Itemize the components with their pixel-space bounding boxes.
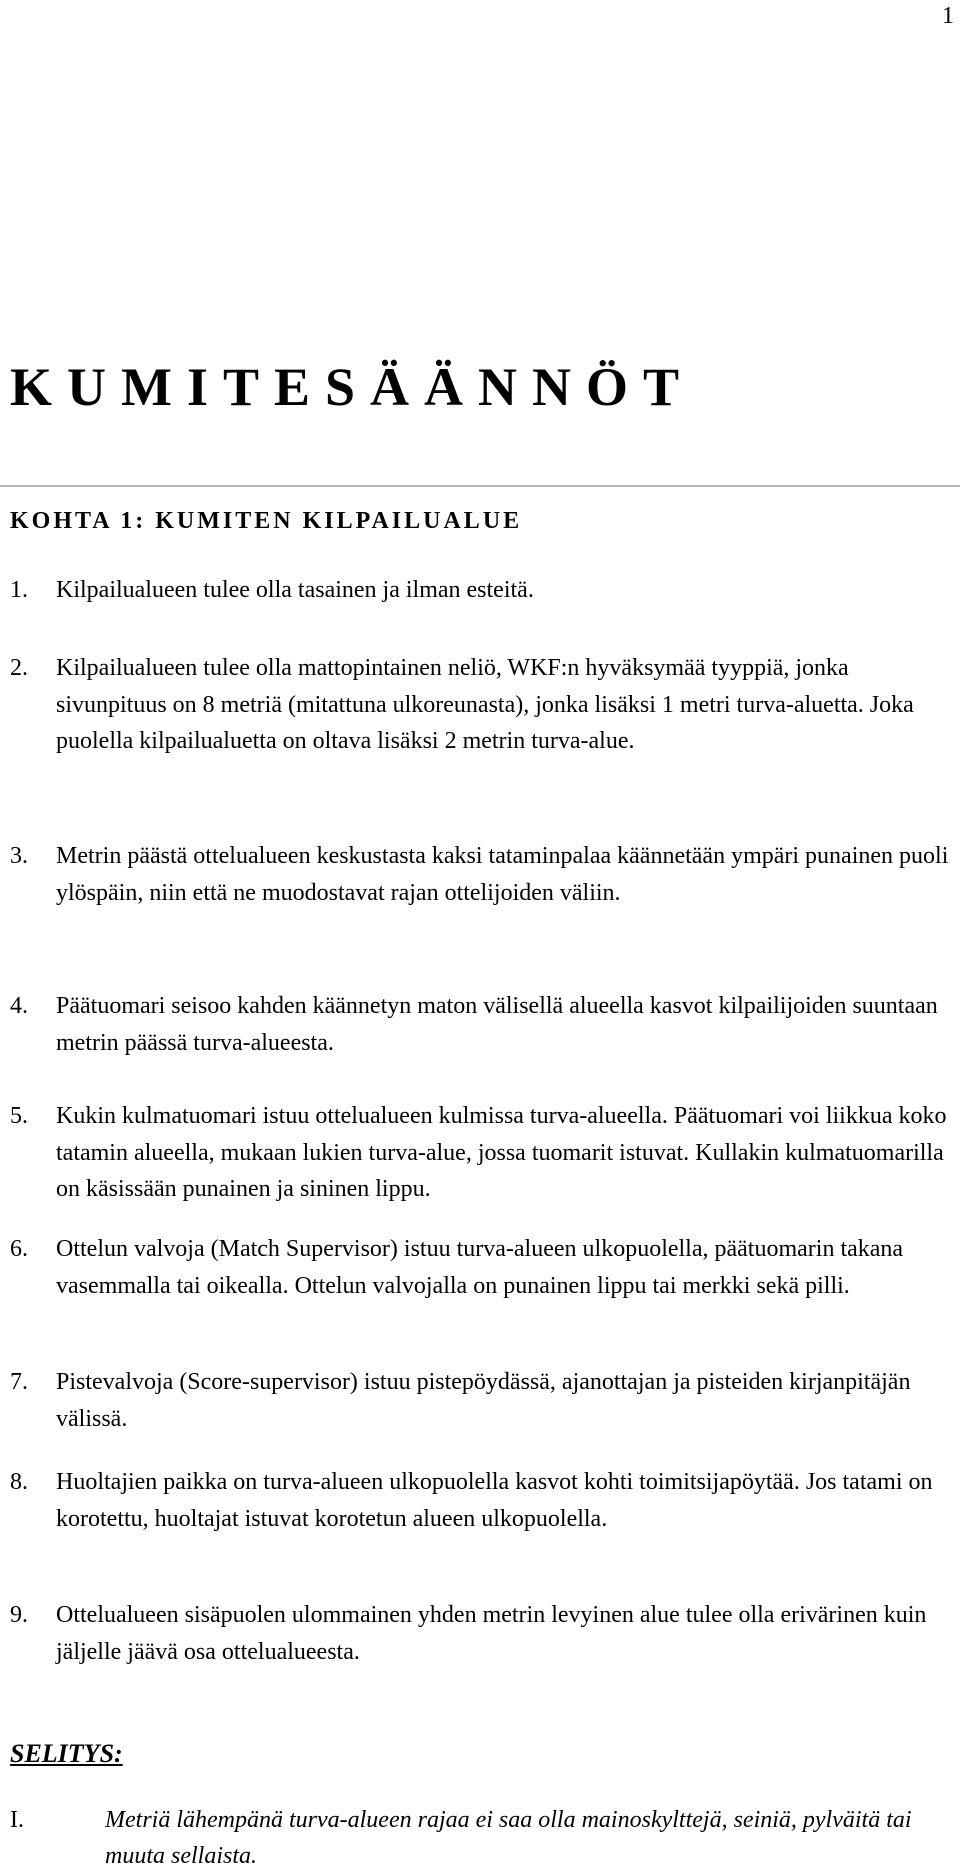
explanation-text: Metriä lähempänä turva-alueen rajaa ei saa olla mainoskylttejä, seiniä, pylväitä tai muuta sellaista. [105,1807,912,1869]
rule-text: Pistevalvoja (Score-supervisor) istuu pistepöydässä, ajanottajan ja pisteiden kirjanpitäjän välissä. [56,1369,911,1432]
section-heading: KOHTA 1: KUMITEN KILPAILUALUE [10,508,523,534]
explanation-item [10,1802,950,1874]
page-number: 1 [942,3,954,29]
rule-number: 8. [10,1469,28,1495]
rule-text: Ottelun valvoja (Match Supervisor) istuu turva-alueen ulkopuolella, päätuomarin takana vasemmalla tai oikealla. Ottelun valvojalla on punainen lippu tai merkki sekä pilli. [56,1236,904,1299]
rule-number: 1. [10,577,28,603]
rule-text: Ottelualueen sisäpuolen ulommainen yhden metrin levyinen alue tulee olla erivärinen kuin jäljelle jäävä osa ottelualueesta. [56,1602,927,1665]
rule-item [10,1364,950,1437]
explanation-heading: SELITYS: [10,1739,123,1768]
rule-number: 7. [10,1369,28,1395]
rule-number: 4. [10,993,28,1019]
rule-item [10,572,950,609]
rule-item [10,1597,950,1670]
rule-item [10,1464,950,1537]
divider-line [0,485,960,487]
rule-number: 9. [10,1602,28,1628]
rule-item [10,1098,950,1208]
rule-text: Kukin kulmatuomari istuu ottelualueen kulmissa turva-alueella. Päätuomari voi liikkua koko tatamin alueella, mukaan lukien turva-alue, jossa tuomarit istuvat. Kullakin kulmatuomarilla on käsissään punainen ja sininen lippu. [56,1103,947,1202]
explanation-number: I. [10,1807,24,1833]
document-title: KUMITESÄÄNNÖT [10,357,695,417]
rule-number: 6. [10,1236,28,1262]
rule-number: 2. [10,655,28,681]
rule-number: 3. [10,843,28,869]
rule-text: Huoltajien paikka on turva-alueen ulkopuolella kasvot kohti toimitsijapöytää. Jos tatami on korotettu, huoltajat istuvat korotetun alueen ulkopuolella. [56,1469,933,1532]
rule-text: Kilpailualueen tulee olla mattopintainen neliö, WKF:n hyväksymää tyyppiä, jonka sivunpituus on 8 metriä (mitattuna ulkoreunasta), jonka lisäksi 1 metri turva-aluetta. Joka puolella kilpailualuetta on oltava lisäksi 2 metrin turva-alue. [56,655,914,754]
rule-text: Metrin päästä ottelualueen keskustasta kaksi tataminpalaa käännetään ympäri punainen puoli ylöspäin, niin että ne muodostavat rajan ottelijoiden väliin. [56,843,949,906]
rule-text: Kilpailualueen tulee olla tasainen ja ilman esteitä. [56,577,534,603]
rule-number: 5. [10,1103,28,1129]
rule-text: Päätuomari seisoo kahden käännetyn maton välisellä alueella kasvot kilpailijoiden suuntaan metrin päässä turva-alueesta. [56,993,938,1056]
rule-item [10,838,950,911]
rule-item [10,988,950,1061]
rule-item [10,1231,950,1304]
rule-item [10,650,950,760]
